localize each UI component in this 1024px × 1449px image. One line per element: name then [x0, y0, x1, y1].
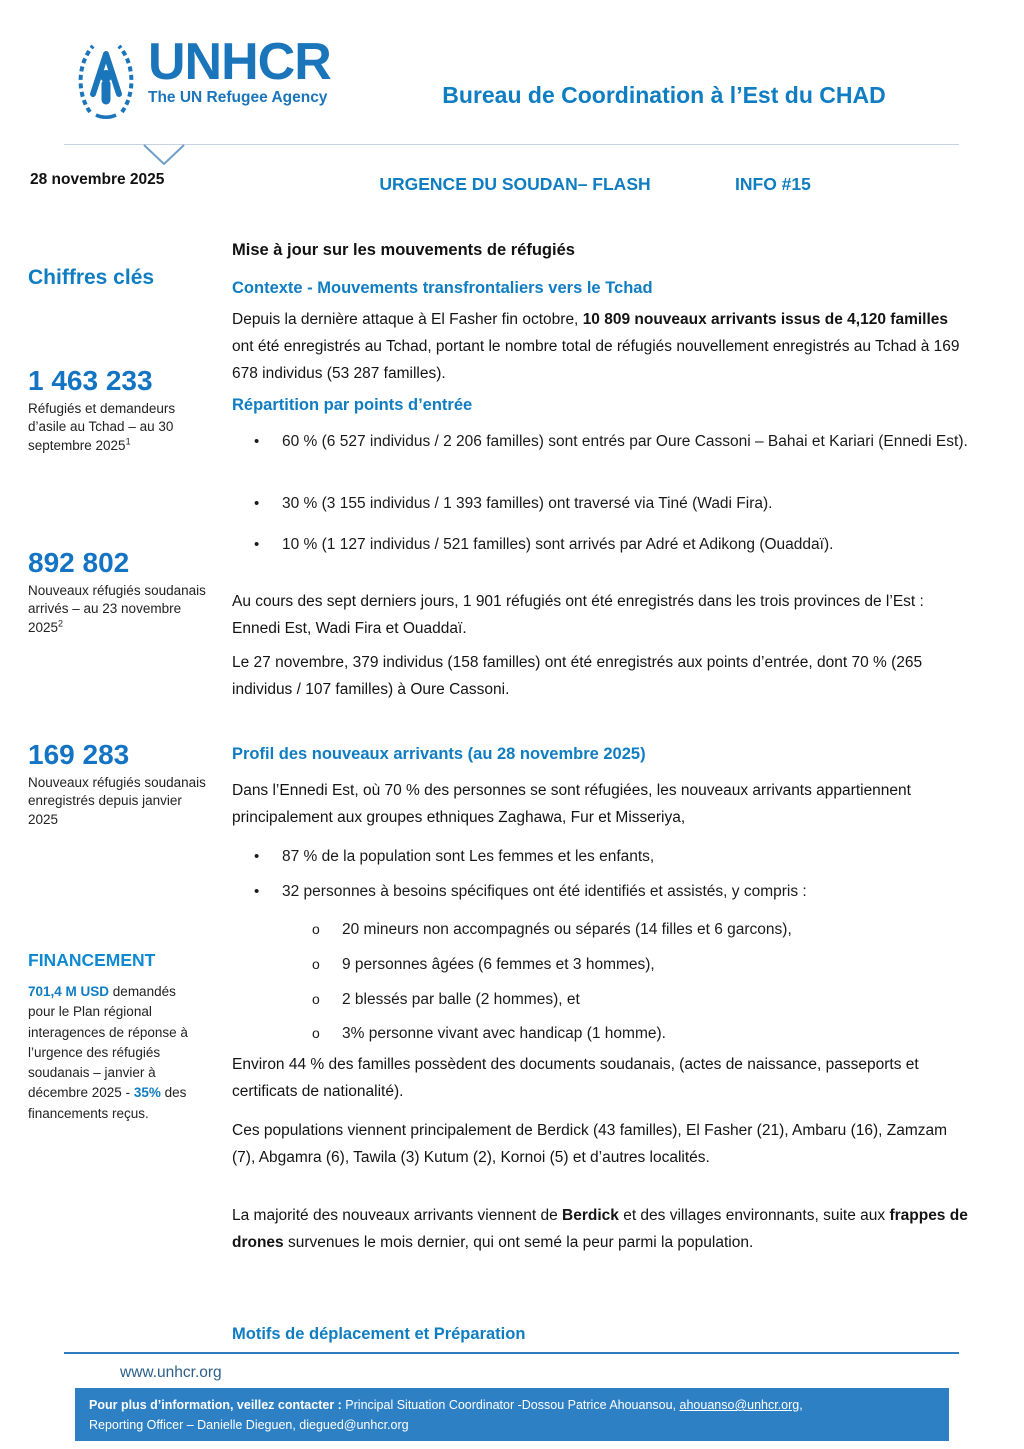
- footer-divider: [64, 1352, 959, 1354]
- bold-berdick: Berdick: [562, 1207, 619, 1224]
- financing-percent: 35%: [133, 1085, 161, 1101]
- bold-drone-strikes: frappes de drones: [232, 1207, 968, 1251]
- header-divider: [64, 144, 959, 145]
- figure-value: 169 283: [28, 739, 130, 770]
- logo-wordmark: UNHCR: [148, 33, 331, 91]
- list-item: • 10 % (1 127 individus / 521 familles) sont arrivés par Adré et Adikong (Ouaddaï).: [254, 536, 834, 553]
- flash-issue-number: INFO #15: [735, 174, 811, 194]
- contact-banner: Pour plus d’information, veillez contacter : Principal Situation Coordinator -Dossou Patrice Ahouansou, ahouanso@unhcr.org, Reporting Officer – Danielle Dieguen, diegued@unhcr.org: [75, 1388, 949, 1441]
- key-figure-refugees-asylum: [28, 366, 208, 456]
- figure-value: 1 463 233: [28, 365, 153, 396]
- sub-list-item: o 2 blessés par balle (2 hommes), et: [312, 991, 580, 1008]
- key-figures-heading: Chiffres clés: [28, 266, 155, 289]
- financing-heading: FINANCEMENT: [28, 950, 156, 970]
- paragraph-documents: Environ 44 % des familles possèdent des documents soudanais, (actes de naissance, passeports et certificats de nationalité).: [232, 1056, 919, 1100]
- list-item: • 30 % (3 155 individus / 1 393 familles) ont traversé via Tiné (Wadi Fira).: [254, 495, 773, 512]
- paragraph-27-november: Le 27 novembre, 379 individus (158 familles) ont été enregistrés aux points d’entrée, dont 70 % (265 individus / 107 familles) à Oure Cassoni.: [232, 654, 923, 698]
- section-heading-context: Contexte - Mouvements transfrontaliers vers le Tchad: [232, 279, 653, 297]
- unhcr-emblem-icon: [74, 36, 138, 125]
- paragraph-context: Depuis la dernière attaque à El Fasher fin octobre, 10 809 nouveaux arrivants issus de 4,120 familles ont été enregistrés au Tchad, portant le nombre total de réfugiés nouvellement enregistrés au Tchad à 169 678 individus (53 287 familles).: [232, 311, 960, 382]
- website-link[interactable]: www.unhcr.org: [120, 1364, 222, 1381]
- list-item: • 32 personnes à besoins spécifiques ont été identifiés et assistés, y compris :: [254, 883, 807, 900]
- list-item: • 87 % de la population sont Les femmes et les enfants,: [254, 848, 655, 865]
- figure-value: 892 802: [28, 547, 130, 578]
- contact-label: Pour plus d’information, veillez contacter :: [89, 1398, 342, 1412]
- footnote-marker: 1: [125, 436, 131, 447]
- chevron-down-icon: [142, 144, 186, 173]
- logo-tagline: The UN Refugee Agency: [148, 89, 328, 106]
- section-heading-profile: Profil des nouveaux arrivants (au 28 novembre 2025): [232, 745, 646, 763]
- key-figure-registered: [28, 740, 208, 830]
- section-heading-entry-points: Répartition par points d’entrée: [232, 396, 473, 414]
- figure-caption: Réfugiés et demandeurs d’asile au Tchad – au 30 septembre 2025$^1$: [28, 400, 176, 454]
- flash-report-title: URGENCE DU SOUDAN– FLASH: [379, 174, 651, 194]
- list-item: • 60 % (6 527 individus / 2 206 familles) sont entrés par Oure Cassoni – Bahai et Kariari (Ennedi Est).: [254, 433, 968, 450]
- section-heading-update: Mise à jour sur les mouvements de réfugiés: [232, 241, 575, 259]
- section-heading-motifs: Motifs de déplacement et Préparation: [232, 1325, 526, 1343]
- sub-list-item: o 20 mineurs non accompagnés ou séparés (14 filles et 6 garcons),: [312, 921, 792, 938]
- unhcr-logo: [74, 33, 331, 125]
- sub-list-item: o 9 personnes âgées (6 femmes et 3 hommes),: [312, 956, 655, 973]
- sub-list-item: o 3% personne vivant avec handicap (1 homme).: [312, 1025, 666, 1042]
- paragraph-last-seven-days: Au cours des sept derniers jours, 1 901 réfugiés ont été enregistrés dans les trois provinces de l’Est : Ennedi Est, Wadi Fira et Ouaddaï.: [232, 593, 924, 637]
- paragraph-origins: Ces populations viennent principalement de Berdick (43 familles), El Fasher (21), Ambaru (16), Zamzam (7), Abgamra (6), Tawila (3) Kutum (2), Kornoi (5) et d’autres localités.: [232, 1122, 948, 1166]
- bold-arrivals-count: 10 809 nouveaux arrivants issus de 4,120 familles: [582, 311, 949, 328]
- key-figure-new-arrivals: [28, 548, 208, 638]
- financing-amount: 701,4 M USD: [28, 984, 110, 999]
- paragraph-profile-intro: Dans l’Ennedi Est, où 70 % des personnes se sont réfugiées, les nouveaux arrivants appartiennent principalement aux groupes ethniques Zaghawa, Fur et Misseriya,: [232, 782, 911, 826]
- paragraph-majority: La majorité des nouveaux arrivants viennent de Berdick et des villages environnants, suite aux frappes de drones survenues le mois dernier, qui ont semé la peur parmi la population.: [232, 1207, 968, 1251]
- figure-caption: Nouveaux réfugiés soudanais enregistrés depuis janvier 2025: [28, 774, 206, 828]
- page-title: Bureau de Coordination à l’Est du CHAD: [442, 82, 886, 108]
- report-date: 28 novembre 2025: [30, 171, 165, 188]
- reporting-officer-contact: Reporting Officer – Danielle Dieguen, diegued@unhcr.org: [89, 1418, 409, 1432]
- figure-caption: Nouveaux réfugiés soudanais arrivés – au 23 novembre 2025$^2$: [28, 582, 206, 636]
- footnote-marker: 2: [58, 618, 64, 629]
- coordinator-email-link[interactable]: ahouanso@unhcr.org: [679, 1398, 800, 1412]
- financing-text: 701,4 M USD demandés pour le Plan régional interagences de réponse à l’urgence des réfugiés soudanais – janvier à décembre 2025 - 35% des financements reçus.: [28, 984, 188, 1121]
